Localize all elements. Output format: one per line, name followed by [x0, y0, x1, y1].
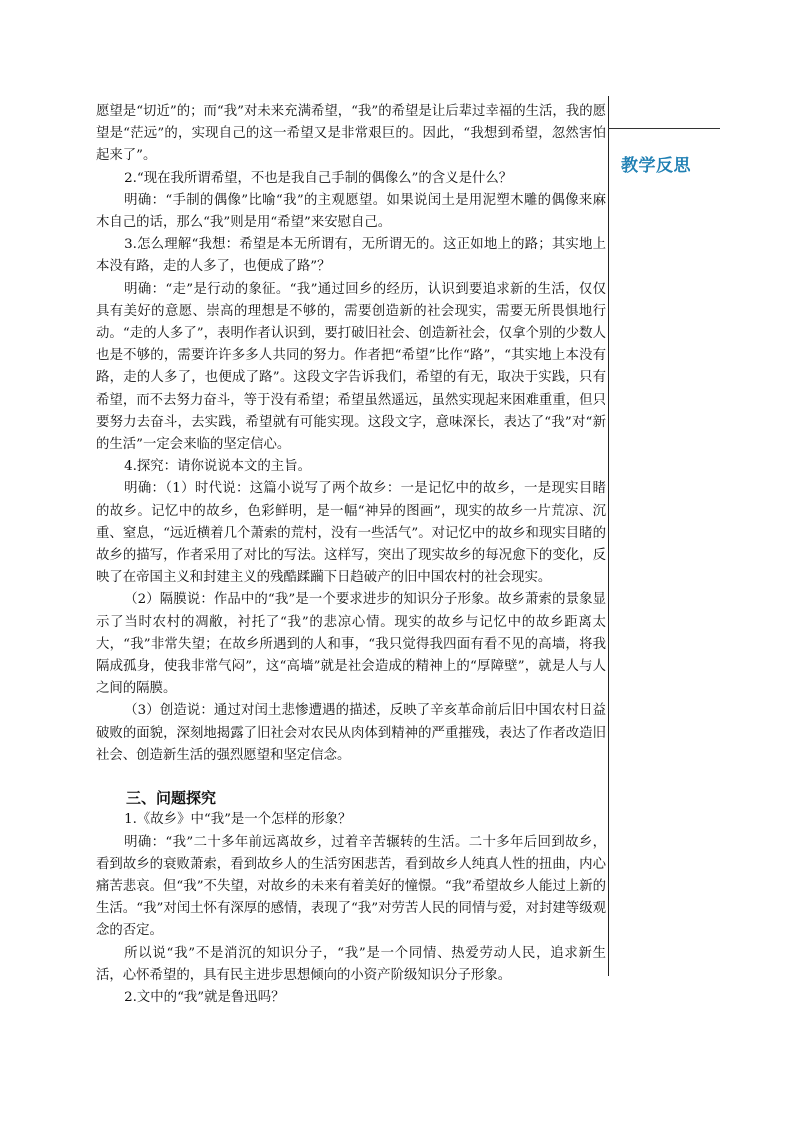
paragraph-intro: 愿望是“切近”的；而“我”对未来充满希望，“我”的希望是让后辈过幸福的生活，我的愿望是“茫远”的，实现自己的这一希望又是非常艰巨的。因此，“我想到希望，忽然害怕起来了”。 — [96, 104, 606, 164]
main-text — [96, 101, 606, 1009]
column-divider — [608, 96, 609, 976]
teaching-reflection-heading: 教学反思 — [621, 156, 691, 176]
inquiry-answer-1: 明确：“我”二十多年前远离故乡，过着辛苦辗转的生活。二十多年后回到故乡，看到故乡的衰败萧索，看到故乡人的生活穷困悲苦，看到故乡人纯真人性的扭曲，内心痛苦悲哀。但“我”不失望，对故乡的未来有着美好的憧憬。“我”希望故乡人能过上新的生活。“我”对闰土怀有深厚的感情，表现了“我”对劳苦人民的同情与爱，对封建等级观念的否定。 — [96, 834, 606, 939]
answer-4-creation: （3）创造说：通过对闰土悲惨遭遇的描述，反映了辛亥革命前后旧中国农村日益破败的面貌，深刻地揭露了旧社会对农民从肉体到精神的严重摧残，表达了作者改造旧社会、创造新生活的强烈愿望和坚定信念。 — [96, 703, 606, 763]
side-header-rule — [608, 128, 720, 129]
inquiry-question-2: 2.文中的“我”就是鲁迅吗？ — [124, 989, 285, 1005]
question-4: 4.探究：请你说说本文的主旨。 — [124, 459, 311, 475]
answer-2: 明确：“手制的偶像”比喻“我”的主观愿望。如果说闰土是用泥塑木雕的偶像来麻木自己的话，那么“我”则是用“希望”来安慰自己。 — [96, 192, 606, 231]
question-2: 2.“现在我所谓希望，不也是我自己手制的偶像么”的含义是什么？ — [124, 170, 513, 186]
inquiry-answer-1-conclusion: 所以说“我”不是消沉的知识分子，“我”是一个同情、热爱劳动人民，追求新生活，心怀希望的，具有民主进步思想倾向的小资产阶级知识分子形象。 — [96, 945, 606, 983]
question-3: 3.怎么理解“我想：希望是本无所谓有，无所谓无的。这正如地上的路；其实地上本没有路，走的人多了，也便成了路”？ — [96, 237, 606, 275]
section-heading-inquiry: 三、问题探究 — [126, 789, 217, 808]
answer-4-barrier: （2）隔膜说：作品中的“我”是一个要求进步的知识分子形象。故乡萧索的景象显示了当时农村的凋敝，衬托了“我”的悲凉心情。现实的故乡与记忆中的故乡距离太大，“我”非常失望；在故乡所遇到的人和事，“我只觉得我四面有看不见的高墙，将我隔成孤身，使我非常气闷”，这“高墙”就是社会造成的精神上的“厚障壁”，就是人与人之间的隔膜。 — [96, 592, 606, 697]
answer-4-era: 明确：（1）时代说：这篇小说写了两个故乡：一是记忆中的故乡，一是现实目睹的故乡。记忆中的故乡，色彩鲜明，是一幅“神异的图画”，现实的故乡一片荒凉、沉重、窒息，“远近横着几个萧索的荒村，没有一些活气”。对记忆中的故乡和现实目睹的故乡的描写，作者采用了对比的写法。这样写，突出了现实故乡的每况愈下的变化，反映了在帝国主义和封建主义的残酷蹂躏下日趋破产的旧中国农村的社会现实。 — [96, 481, 606, 586]
answer-3: 明确：“走”是行动的象征。“我”通过回乡的经历，认识到要追求新的生活，仅仅具有美好的意愿、崇高的理想是不够的，需要创造新的社会现实，需要无所畏惧地行动。“走的人多了”，表明作者认识到，要打破旧社会、创造新社会，仅拿个别的少数人也是不够的，需要许许多多人共同的努力。作者把“希望”比作“路”，“其实地上本没有路，走的人多了，也便成了路”。这段文字告诉我们，希望的有无，取决于实践，只有希望，而不去努力奋斗，等于没有希望；希望虽然遥远，虽然实现起来困难重重，但只要努力去奋斗，去实践，希望就有可能实现。这段文字，意味深长，表达了“我”对“新的生活”一定会来临的坚定信心。 — [96, 281, 606, 453]
inquiry-question-1: 1.《故乡》中“我”是一个怎样的形象？ — [124, 812, 352, 828]
